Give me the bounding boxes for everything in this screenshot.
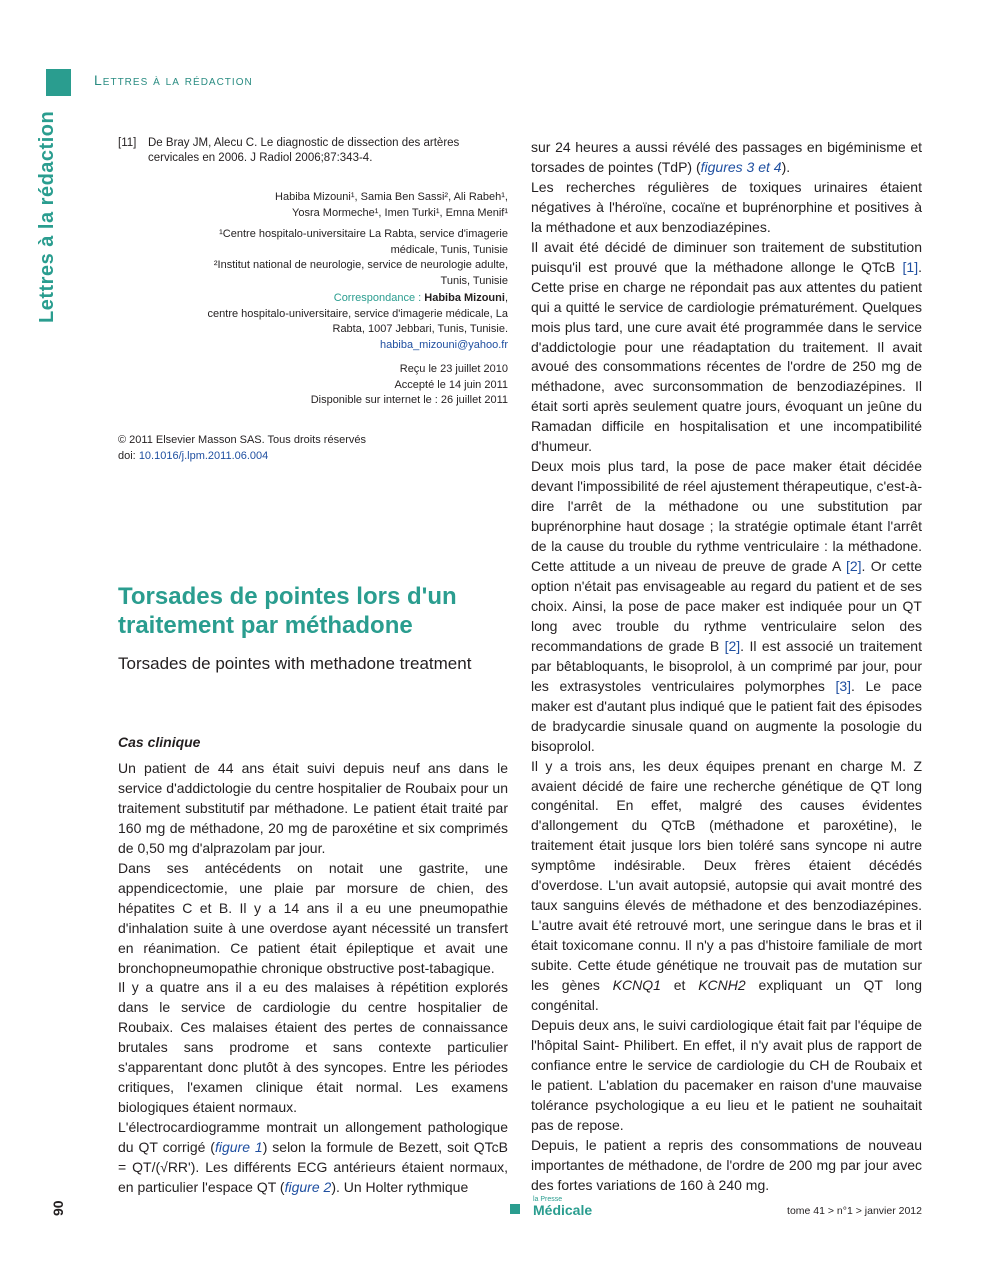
journal-logo-small-text: la Presse: [533, 1196, 563, 1203]
author-list: [150, 190, 508, 221]
right-p3-part-b: . Cette prise en charge ne répondait pas aux attentes du patient qui a quitté le service de cardiologie prématurément. Quelques mois plus tard, une cure avait été programmée dans le service d'addictologie pour une réadaptation du traitement. Il avait avoué des consommations récentes de l'ordre de 250 mg de méthadone, avec surconsommation de benzodiazépines. Il était sorti après seulement quatre jours, évoquant un jeûne du Ramadan difficile en hospitalisation et une incompatibilité d'humeur.: [531, 258, 922, 455]
right-p5-part-c: expliquant un QT long congénital.: [531, 977, 922, 1013]
reference-text: De Bray JM, Alecu C. Le diagnostic de dissection des artères cervicales en 2006. J Radiol 2006;87:343-4.: [148, 137, 460, 164]
right-p4-part-a: Deux mois plus tard, la pose de pace maker était décidée devant l'impossibilité de réel ajustement thérapeutique, c'est-à-dire l'arrêt de la méthadone ou une substitution par buprénorphine haut dosage ; la stratégie optimale étant l'arrêt de la cause du trouble du rythme ventriculaire : la méthadone. Cette attitude a un niveau de preuve de grade A: [531, 458, 922, 575]
article-dates: [150, 362, 508, 409]
correspondence-line-3: Rabta, 1007 Jebbari, Tunis, Tunisie.: [332, 323, 508, 335]
right-column: [531, 138, 922, 1196]
right-paragraph-6: Depuis deux ans, le suivi cardiologique était fait par l'équipe de l'hôpital Saint- Philibert. En effet, il n'y avait plus de rapport de confiance entre le service de cardiologie du CH de Roubaix et le patient. L'ablation du pacemaker en raison d'une mauvaise tolérance psychologique a eu lieu et le patient ne souhaitait pas de repose.: [531, 1016, 922, 1133]
correspondence-line-1: Correspondance : Habiba Mizouni,: [333, 292, 508, 304]
doi-line: [118, 449, 366, 465]
left-column: [118, 759, 508, 1198]
figures-3-4-link[interactable]: figures 3 et 4: [700, 158, 782, 175]
affiliation-1-line-1: ¹Centre hospitalo-universitaire La Rabta, service d'imagerie: [219, 228, 508, 240]
date-accepted: Accepté le 14 juin 2011: [394, 378, 508, 391]
journal-logo-square: [510, 1204, 520, 1214]
right-paragraph-4: [531, 457, 922, 756]
left-paragraph-1: Un patient de 44 ans était suivi depuis neuf ans dans le service d'addictologie du centre hospitalier de Roubaix pour un traitement substitutif par méthadone. Le patient était traité par 160 mg de méthadone, 20 mg de paroxétine et six comprimés de 0,50 mg d'alprazolam par jour.: [118, 760, 508, 856]
affiliation-2-line-2: Tunis, Tunisie: [440, 274, 508, 287]
right-p4-part-d: . Le pace maker est d'autant plus indiqué que le patient fait des épisodes de bradycardie sinusale quand on augmente la posologie du bisoprolol.: [531, 677, 922, 754]
issue-info: tome 41 > n°1 > janvier 2012: [787, 1205, 922, 1217]
right-p1-part-a: sur 24 heures a aussi révélé des passages en bigéminisme et torsades de pointes (TdP) (: [531, 139, 922, 175]
section-heading-cas-clinique: Cas clinique: [118, 734, 201, 750]
page-number: [38, 1190, 78, 1220]
citation-2-link[interactable]: [2]: [845, 558, 862, 575]
right-paragraph-2: Les recherches régulières de toxiques urinaires étaient négatives à l'héroïne, cocaïne et buprénorphine et positives à la méthadone et aux benzodiazépines.: [531, 178, 922, 235]
right-p5-part-b: et: [660, 977, 699, 994]
section-header: Lettres à la rédaction: [94, 72, 253, 88]
page-number-text: 90: [50, 1200, 66, 1216]
date-online: Disponible sur internet le : 26 juillet 2011: [310, 394, 508, 406]
left-paragraph-4: [118, 1118, 508, 1198]
correspondence-email-link[interactable]: habiba_mizouni@yahoo.fr: [380, 338, 508, 351]
correspondence: [150, 291, 508, 353]
header-color-block: [46, 69, 71, 96]
right-paragraph-7: Depuis, le patient a repris des consommations de nouveau importantes de méthadone, de l'ordre de 200 mg par jour avec des fortes variations de 160 à 240 mg.: [531, 1136, 922, 1193]
article-title: Torsades de pointes lors d'un traitement par méthadone: [118, 583, 457, 639]
date-received: Reçu le 23 juillet 2010: [399, 363, 508, 375]
journal-logo-text: Médicale: [533, 1202, 593, 1218]
gene-kcnh2: KCNH2: [698, 977, 746, 994]
vertical-section-title: [22, 110, 92, 328]
right-p5-part-a: Il y a trois ans, les deux équipes prenant en charge M. Z avaient décidé de faire une recherche génétique de QT long congénital. En effet, malgré des causes évidentes d'allongement du QTcB (méthadone et paroxétine), le traitement était jusque lors bien toléré sans syncope ni autre symptôme indésirable. Deux frères étaient décédés d'overdose. L'un avait autopsié, autopsie qui avait montré des taux sanguins élevés de méthadone et des benzodiazépines. L'autre avait été retrouvé mort, une seringue dans le bras et il était toxicomane connu. Il n'y a pas d'histoire familiale de mort subite. Cette étude génétique ne trouvait pas de mutation sur les gènes: [531, 757, 922, 994]
gene-kcnq1: KCNQ1: [612, 977, 661, 994]
correspondence-name: Habiba Mizouni: [424, 292, 505, 304]
copyright-line: © 2011 Elsevier Masson SAS. Tous droits réservés: [118, 434, 366, 446]
affiliation-1-line-2: médicale, Tunis, Tunisie: [390, 243, 508, 256]
right-paragraph-3: [531, 238, 922, 457]
correspondence-line-2: centre hospitalo-universitaire, service d'imagerie médicale, La: [207, 307, 508, 320]
figure-1-link[interactable]: figure 1: [214, 1139, 263, 1156]
affiliation-2-line-1: ²Institut national de neurologie, service de neurologie adulte,: [213, 259, 508, 271]
reference-entry: [118, 136, 510, 166]
citation-1-link[interactable]: [1]: [902, 258, 919, 275]
right-paragraph-1: [531, 138, 922, 178]
left-paragraph-3: Il y a quatre ans il a eu des malaises à répétition explorés dans le service de cardiologie du centre hospitalier de Roubaix. Ces malaises étaient des pertes de connaissance brutales sans prodrome et sans contexte particulier s'apparentant donc plutôt à des syncopes. Entre les périodes critiques, l'examen clinique était normal. Les examens biologiques étaient normaux.: [118, 979, 508, 1116]
left-p4-part-b: ) selon la formule de Bezett, soit QTcB = QT/(√RR'). Les différents ECG antérieurs étaient normaux, en particulier l'espace QT (: [118, 1139, 508, 1196]
figure-2-link[interactable]: figure 2: [284, 1179, 332, 1196]
citation-3-link[interactable]: [3]: [835, 677, 852, 694]
doi-label: doi:: [118, 449, 136, 462]
left-paragraph-2: Dans ses antécédents on notait une gastrite, une appendicectomie, une plaie par morsure de chien, des hépatites C et B. Il y a 14 ans il a eu une pneumopathie d'inhalation suite à une overdose ayant nécessité un transfert en réanimation. Ce patient était épileptique et avait une bronchopneumopathie chronique obstructive post-tabagique.: [118, 859, 508, 976]
citation-2-link-second[interactable]: [2]: [724, 637, 741, 654]
affiliations: [150, 227, 508, 289]
doi-link[interactable]: 10.1016/j.lpm.2011.06.004: [138, 449, 269, 462]
right-p1-part-b: ).: [781, 158, 791, 175]
right-paragraph-5: [531, 757, 922, 1016]
right-p4-part-c: . Il est associé un traitement par bêtabloquants, le bisoprolol, à un comprimé par jour, pour les extrasystoles ventriculaires polymorphes: [531, 637, 922, 694]
copyright-block: [118, 433, 366, 464]
author-line-2: Yosra Mormeche¹, Imen Turki¹, Emna Menif¹: [292, 206, 508, 219]
author-line-1: Habiba Mizouni¹, Samia Ben Sassi², Ali Rabeh¹,: [275, 191, 508, 203]
reference-number: [11]: [118, 137, 137, 149]
left-p4-part-a: L'électrocardiogramme montrait un allongement pathologique du QT corrigé (: [118, 1119, 508, 1156]
right-p4-part-b: . Or cette option n'était pas envisageable au regard du patient et de ses choix. Ainsi, la pose de pace maker est indiquée pour un QT long avec trouble du rythme ventriculaire selon des recommandations de grade B: [531, 558, 923, 654]
article-subtitle: Torsades de pointes with methadone treatment: [118, 654, 472, 673]
vertical-section-title-text: Lettres à la rédaction: [36, 110, 58, 323]
left-p4-part-c: ). Un Holter rythmique: [331, 1179, 469, 1196]
correspondence-label: Correspondance :: [333, 292, 422, 304]
right-p3-part-a: Il avait été décidé de diminuer son traitement de substitution puisqu'il est prouvé que la méthadone allonge le QTcB: [531, 238, 922, 275]
